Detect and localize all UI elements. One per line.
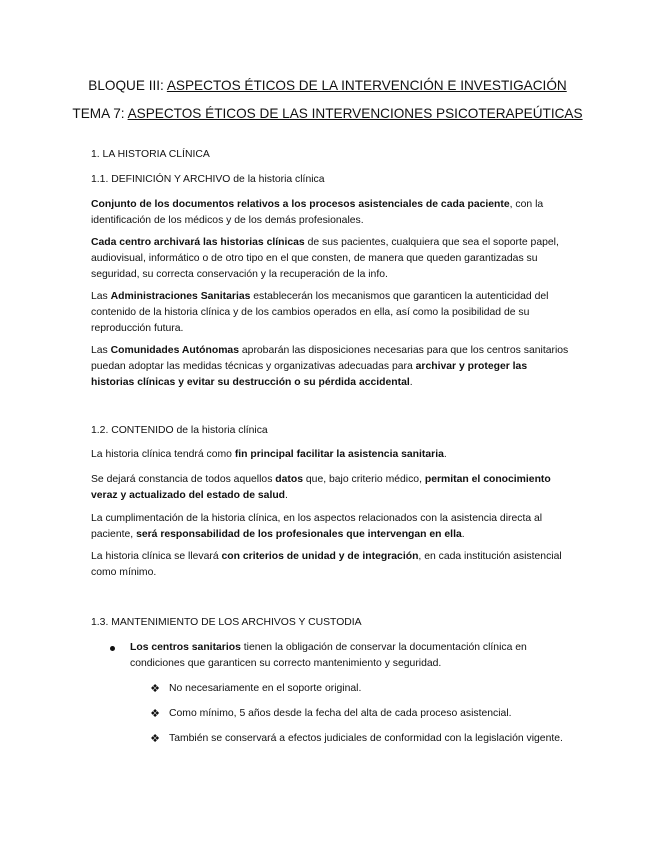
paragraph-purpose-bold: fin principal facilitar la asistencia sanitaria [234,449,444,460]
bullet-dot-icon [110,646,115,651]
paragraph-unity-bold: con criterios de unidad y de integración [221,551,419,562]
topic-heading [0,105,655,123]
topic-heading-prefix: TEMA 7: [72,106,128,121]
paragraph-definition-rest: , con la identificación de los médicos y de los demás profesionales. [91,199,544,226]
block-heading [0,77,655,95]
subitem-five-years: Como mínimo, 5 años desde la fecha del alta de cada proceso asistencial. [169,708,512,719]
block-heading-title: ASPECTOS ÉTICOS DE LA INTERVENCIÓN E INVESTIGACIÓN [166,78,567,93]
paragraph-communities-mid: aprobarán las disposiciones necesarias para que los centros sanitarios puedan adoptar las medidas técnicas y organizativas adecuadas para [91,345,569,372]
paragraph-responsibility-bold: será responsabilidad de los profesionales que intervengan en ella [136,529,462,540]
paragraph-data-end: . [285,490,288,501]
paragraph-administrations-pre: Las [91,291,111,302]
paragraph-communities-pre: Las [91,345,111,356]
paragraph-unity-rest: , en cada institución asistencial como mínimo. [91,551,562,578]
paragraph-responsibility-end: . [461,529,465,540]
paragraph-archive [91,235,569,283]
four-diamond-icon: ❖ [150,708,160,720]
paragraph-responsibility-pre: La cumplimentación de la historia clínica, en los aspectos relacionados con la asistencia directa al paciente, [91,513,543,540]
paragraph-unity-pre: La historia clínica se llevará [91,551,222,562]
section-1-1-title-rest: de la historia clínica [230,174,325,185]
paragraph-purpose-pre: La historia clínica tendrá como [91,449,235,460]
section-1-2-title-bold: 1.2. CONTENIDO [91,425,174,436]
topic-heading-title: ASPECTOS ÉTICOS DE LAS INTERVENCIONES PSICOTERAPEÚTICAS [127,106,583,121]
paragraph-purpose [91,447,569,463]
paragraph-data-bold2: permitan el conocimiento veraz y actualizado del estado de salud [91,474,551,501]
paragraph-communities-bold2: archivar y proteger las historias clínicas y evitar su destrucción o su pérdida accidental [91,361,528,388]
paragraph-administrations-rest: establecerán los mecanismos que garanticen la autenticidad del contenido de la historia clínica y de los cambios operados en ella, así como la posibilidad de su reproducción futura. [91,291,549,334]
paragraph-archive-rest: de sus pacientes, cualquiera que sea el soporte papel, audiovisual, informático o de otro tipo en el que consten, de manera que queden garantizadas su seguridad, su correcta conservación y la recuperación de la info. [91,237,559,280]
paragraph-definition-bold: Conjunto de los documentos relativos a los procesos asistenciales de cada paciente [91,199,510,210]
paragraph-responsibility [91,511,569,543]
paragraph-administrations [91,289,569,337]
section-1-title: 1. LA HISTORIA CLÍNICA [91,149,210,160]
section-1-1-title-bold: 1.1. DEFINICIÓN Y ARCHIVO [91,174,231,185]
four-diamond-icon: ❖ [150,683,160,695]
bullet-health-centers-bold: Los centros sanitarios [130,642,241,653]
paragraph-archive-bold: Cada centro archivará las historias clínicas [91,237,305,248]
bullet-health-centers [130,640,570,672]
paragraph-communities-end: . [409,377,413,388]
paragraph-definition [91,197,569,229]
four-diamond-icon: ❖ [150,733,160,745]
section-1-1-title [91,172,571,188]
paragraph-data-bold1: datos [275,474,303,485]
block-heading-prefix: BLOQUE III: [88,78,167,93]
paragraph-administrations-bold: Administraciones Sanitarias [110,291,251,302]
section-1-3-title: 1.3. MANTENIMIENTO DE LOS ARCHIVOS Y CUSTODIA [91,617,362,628]
paragraph-data-pre: Se dejará constancia de todos aquellos [91,474,276,485]
paragraph-data-mid: que, bajo criterio médico, [303,474,425,485]
paragraph-unity [91,549,569,581]
section-1-2-title [91,423,571,439]
subitem-judicial: También se conservará a efectos judiciales de conformidad con la legislación vigente. [169,733,563,744]
paragraph-data [91,472,569,504]
paragraph-purpose-end: . [443,449,447,460]
bullet-health-centers-rest: tienen la obligación de conservar la documentación clínica en condiciones que garanticen su correcto mantenimiento y seguridad. [130,642,527,669]
subitem-original-support: No necesariamente en el soporte original. [169,683,362,694]
section-1-2-title-rest: de la historia clínica [173,425,268,436]
paragraph-communities [91,343,569,391]
paragraph-communities-bold1: Comunidades Autónomas [110,345,239,356]
